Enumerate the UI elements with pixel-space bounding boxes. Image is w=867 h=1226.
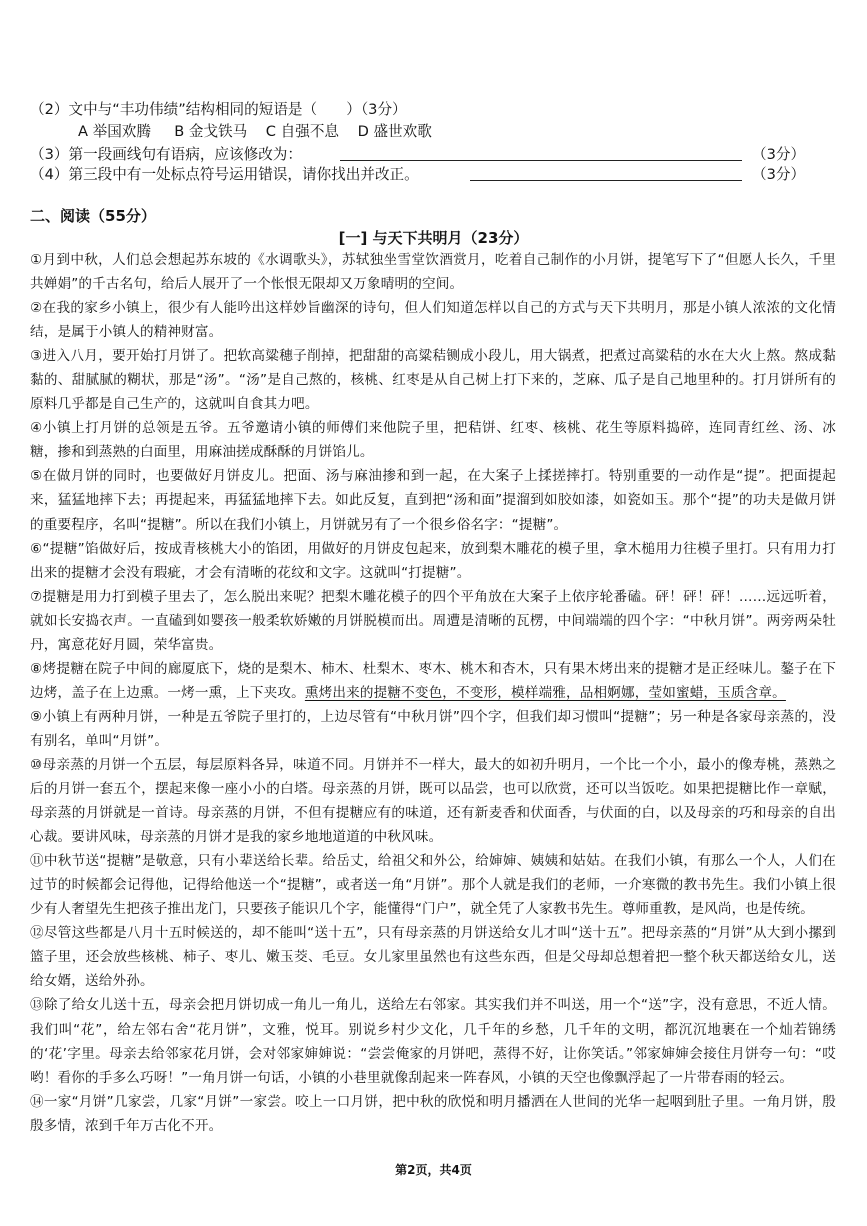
question-4 (30, 165, 419, 185)
paragraph-14: ⑭一家“月饼”几家尝，几家“月饼”一家尝。咬上一口月饼，把中秋的欣悦和明月播洒在人世间的光华一起咽到肚子里。一角月饼，殷殷多情，浓到千年万古化不开。 (30, 1093, 836, 1134)
answer-blank-3[interactable] (340, 146, 742, 161)
question-4-score: （3分） (752, 166, 806, 183)
paragraph-7: ⑦提糖是用力打到模子里去了，怎么脱出来呢？把梨木雕花模子的四个平角放在大案子上依序轮番磕。砰！砰！砰！……远远听着，就如长安捣衣声。一直磕到如婴孩一般柔软娇嫩的月饼脱模而出。周遭是清晰的瓦楞，中间端端的四个字：“中秋月饼”。两旁两朵牡丹，寓意花好月圆，荣华富贵。 (30, 588, 836, 653)
paragraph-5: ⑤在做月饼的同时，也要做好月饼皮儿。把面、汤与麻油掺和到一起，在大案子上揉搓摔打。特别重要的一动作是“提”。把面提起来，猛猛地摔下去；再提起来，再猛猛地摔下去。如此反复，直到把“汤和面”提溜到如胶如漆，如瓷如玉。那个“提”的功夫是做月饼的重要程序，名叫“提糖”。所以在我们小镇上，月饼就另有了一个很乡俗名字：“提糖”。 (30, 468, 836, 533)
paragraph-8-text: ⑧烤提糖在院子中间的廊厦底下，烧的是梨木、柿木、杜梨木、枣木、桃木和杏木，只有果木烤出来的提糖才是正经味儿。鏊子在下边烤，盖子在上边熏。一烤一熏，上下夹攻。 (30, 660, 836, 701)
question-2-options (78, 122, 432, 142)
question-3-score: （3分） (752, 146, 806, 163)
paragraph-2: ②在我的家乡小镇上，很少有人能吟出这样妙旨幽深的诗句，但人们知道怎样以自己的方式与天下共明月，那是小镇人浓浓的文化情结，是属于小镇人的精神财富。 (30, 300, 836, 341)
passage-body (30, 248, 836, 1138)
page-footer: 第2页，共4页 (395, 1163, 472, 1177)
underlined-sentence: 熏烤出来的提糖不变色，不变形，模样端雅，品相婀娜，莹如蜜蜡，玉质含章。 (304, 684, 786, 701)
option-c: C 自强不息 (265, 123, 340, 140)
paragraph-10: ⑩母亲蒸的月饼一个五层，每层原料各异，味道不同。月饼并不一样大，最大的如初升明月，一个比一个小，最小的像寿桃，蒸熟之后的月饼一套五个，摆起来像一座小小的白塔。母亲蒸的月饼，既可以品尝，也可以欣赏，还可以当饭吃。如果把提糖比作一章赋，母亲蒸的月饼就是一首诗。母亲蒸的月饼，不但有提糖应有的味道，还有新麦香和伏面香，与伏面的白，以及母亲的巧和母亲的自出心裁。要讲风味，母亲蒸的月饼才是我的家乡地地道道的中秋风味。 (30, 756, 836, 846)
section-heading: 二、阅读（55分） (30, 207, 156, 225)
paragraph-13: ⑬除了给女儿送十五，母亲会把月饼切成一角儿一角儿，送给左右邻家。其实我们并不叫送，用一个“送”字，没有意思，不近人情。我们叫“花”，给左邻右舍“花月饼”，文雅，悦耳。别说乡村少文化，几千年的乡愁，几千年的文明，都沉沉地裹在一个灿若锦绣的‘花’字里。母亲去给邻家花月饼，会对邻家婶婶说：“尝尝俺家的月饼吧，蒸得不好，让你笑话。”邻家婶婶会接住月饼夸一句：“哎哟！看你的手多么巧呀！”一角月饼一句话，小镇的小巷里就像刮起来一阵春风，小镇的天空也像飘浮起了一片带春雨的轻云。 (30, 997, 836, 1086)
paragraph-1: ①月到中秋，人们总会想起苏东坡的《水调歌头》，苏轼独坐雪堂饮酒赏月，吃着自己制作的小月饼，提笔写下了“但愿人长久，千里共婵娟”的千古名句，给后人展开了一个怅恨无限却又万象晴明的空间。 (30, 252, 836, 293)
option-b: B 金戈铁马 (174, 123, 248, 140)
question-2: （2）文中与“丰功伟绩”结构相同的短语是（ ）（3分） (30, 101, 407, 118)
question-3-text: （3）第一段画线句有语病，应该修改为： (30, 146, 302, 163)
answer-blank-4[interactable] (470, 166, 742, 181)
passage-title: [一] 与天下共明月（23分） (338, 229, 529, 247)
paragraph-6: ⑥“提糖”馅做好后，按成青核桃大小的馅团，用做好的月饼皮包起来，放到梨木雕花的模子里，拿木槌用力往模子里打。只有用力打出来的提糖才会没有瑕疵，才会有清晰的花纹和文字。这就叫“打提糖”。 (30, 540, 836, 581)
option-a: A 举国欢腾 (78, 123, 151, 140)
paragraph-8 (30, 657, 836, 705)
paragraph-12: ⑫尽管这些都是八月十五时候送的，却不能叫“送十五”，只有母亲蒸的月饼送给女儿才叫“送十五”。把母亲蒸的“月饼”从大到小摞到篮子里，还会放些核桃、柿子、枣儿、嫩玉茭、毛豆。女儿家里虽然也有这些东西，但是父母却总想着把一整个秋天都送给女儿，送给女婿，送给外孙。 (30, 925, 836, 990)
paragraph-4: ④小镇上打月饼的总领是五爷。五爷邀请小镇的师傅们来他院子里，把秸饼、红枣、核桃、花生等原料捣碎，连同青红丝、汤、冰糖，掺和到蒸熟的白面里，用麻油搓成酥酥的月饼馅儿。 (30, 420, 836, 461)
question-3 (30, 145, 302, 165)
question-4-text: （4）第三段中有一处标点符号运用错误，请你找出并改正。 (30, 166, 419, 183)
paragraph-9: ⑨小镇上有两种月饼，一种是五爷院子里打的，上边尽管有“中秋月饼”四个字，但我们却习惯叫“提糖”；另一种是各家母亲蒸的，没有别名，单叫“月饼”。 (30, 708, 836, 749)
option-d: D 盛世欢歌 (357, 123, 432, 140)
paragraph-11: ⑪中秋节送“提糖”是敬意，只有小辈送给长辈。给岳丈，给祖父和外公，给婶婶、姨姨和姑姑。在我们小镇，有那么一个人，人们在过节的时候都会记得他，记得给他送一个“提糖”，或者送一角“月饼”。那个人就是我们的老师，一介寒微的教书先生。我们小镇上很少有人奢望先生把孩子推出龙门，只要孩子能识几个字，能懂得“门户”，就全凭了人家教书先生。尊师重教，是风尚，也是传统。 (30, 853, 836, 918)
paragraph-3: ③进入八月，要开始打月饼了。把软高粱穗子削掉，把甜甜的高粱秸铡成小段儿，用大锅煮，把煮过高粱秸的水在大火上熬。熬成黏黏的、甜腻腻的糊状，那是“汤”。“汤”是自己熬的，核桃、红枣是从自己树上打下来的，芝麻、瓜子是自己地里种的。打月饼所有的原料几乎都是自己生产的，这就叫自食其力吧。 (30, 348, 836, 413)
